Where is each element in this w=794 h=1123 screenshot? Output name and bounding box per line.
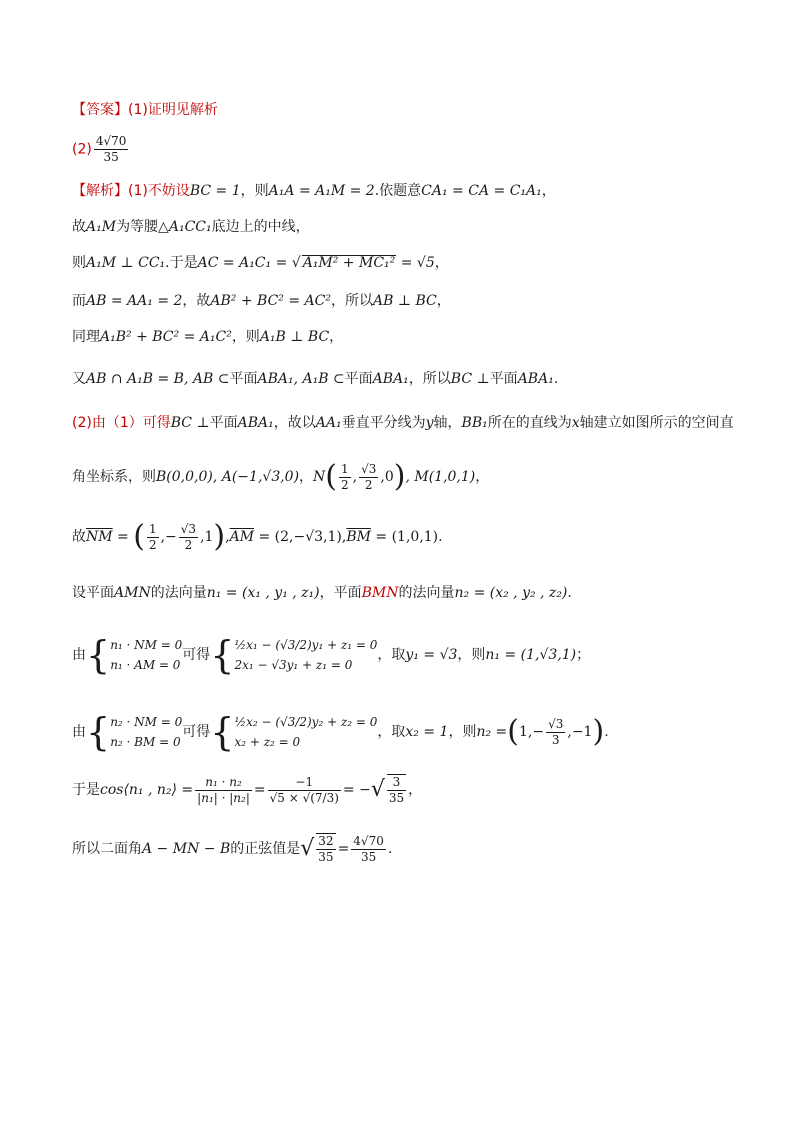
analysis-label: 【解析】: [72, 183, 128, 199]
analysis-line-2: 故A₁M为等腰△A₁CC₁底边上的中线，: [72, 219, 310, 235]
condition-system-2: n₂ · NM = 0 n₂ · BM = 0: [110, 715, 183, 749]
analysis-line-9: 故$\overline{NM}$ = ( $\frac{1}{2}$ ,− $\frac{√3}{2}$ $,1),\overline{AM} = (2,-√3,1),\overline{BM} = (1,0,1)$.: [72, 519, 443, 554]
analysis-line-13: 于是cos⟨n₁ , n₂⟩ = $\frac{\text{n₁ · n₂}}{\text{|n₁| · |n₂|}}$ = $\frac{-1}{√5 \times √(7/3)}$ = −√ $\frac{3}{35}$ ，: [72, 774, 423, 805]
analysis-line-1: 【解析】(1)不妨设BC = 1，则A₁A = A₁M = 2.依题意CA₁ = CA = C₁A₁，: [72, 183, 556, 199]
answer-part2-line: [72, 134, 130, 165]
analysis-line-12: 由{ n₂ · NM = 0 n₂ · BM = 0 可得{ ½x₂ − (√3/2)y₂ + z₂ = 0 x₂ + z₂ = 0 ，取x₂ = 1，则n₂ =(1,− $\frac{√3}{3}$ ,−1).: [72, 710, 609, 754]
answer-part1: (1)证明见解析: [128, 102, 218, 118]
analysis-line-14: 所以二面角A − MN − B的正弦值是√ $\frac{32}{35}$ = $\frac{4√70}{35}$ .: [72, 833, 393, 864]
analysis-line-3: 则A₁M ⊥ CC₁.于是AC = A₁C₁ = √ A₁M² + MC₁² = √5，: [72, 255, 449, 271]
condition-system-1: n₁ · NM = 0 n₁ · AM = 0: [110, 638, 183, 672]
answer-line: [72, 100, 218, 120]
analysis-line-6: 又AB ∩ A₁B = B, AB ⊂平面ABA₁, A₁B ⊂平面ABA₁，所以BC ⊥平面ABA₁.: [72, 371, 559, 387]
analysis-line-7: (2)由（1）可得BC ⊥平面ABA₁，故以AA₁垂直平分线为y轴，BB₁所在的直线为x轴建立如图所示的空间直: [72, 415, 734, 431]
analysis-line-4: 而AB = AA₁ = 2，故AB² + BC² = AC²，所以AB ⊥ BC，: [72, 293, 451, 309]
equation-system-1: ½x₁ − (√3/2)y₁ + z₁ = 0 2x₁ − √3y₁ + z₁ = 0: [234, 638, 378, 672]
analysis-line-5: 同理A₁B² + BC² = A₁C²，则A₁B ⊥ BC，: [72, 329, 344, 345]
answer-label: 【答案】: [72, 102, 128, 118]
answer-part2-fraction: $\frac{4√70}{35}$: [95, 134, 127, 164]
equation-system-2: ½x₂ − (√3/2)y₂ + z₂ = 0 x₂ + z₂ = 0: [234, 715, 378, 749]
analysis-line-10: 设平面AMN的法向量n₁ = (x₁ , y₁ , z₁)，平面BMN的法向量n₂ = (x₂ , y₂ , z₂).: [72, 585, 572, 601]
analysis-line-8: 角坐标系，则B(0,0,0), A(−1,√3,0)，N( $\frac{1}{2}$ , $\frac{√3}{2}$ ,0), M(1,0,1)，: [72, 459, 490, 494]
analysis-line-11: 由{ n₁ · NM = 0 n₁ · AM = 0 可得{ ½x₁ − (√3/2)y₁ + z₁ = 0 2x₁ − √3y₁ + z₁ = 0 ，取y₁ = √3，则n₁ = (1,√3,1)；: [72, 633, 591, 677]
answer-part2-prefix: (2): [72, 141, 92, 158]
